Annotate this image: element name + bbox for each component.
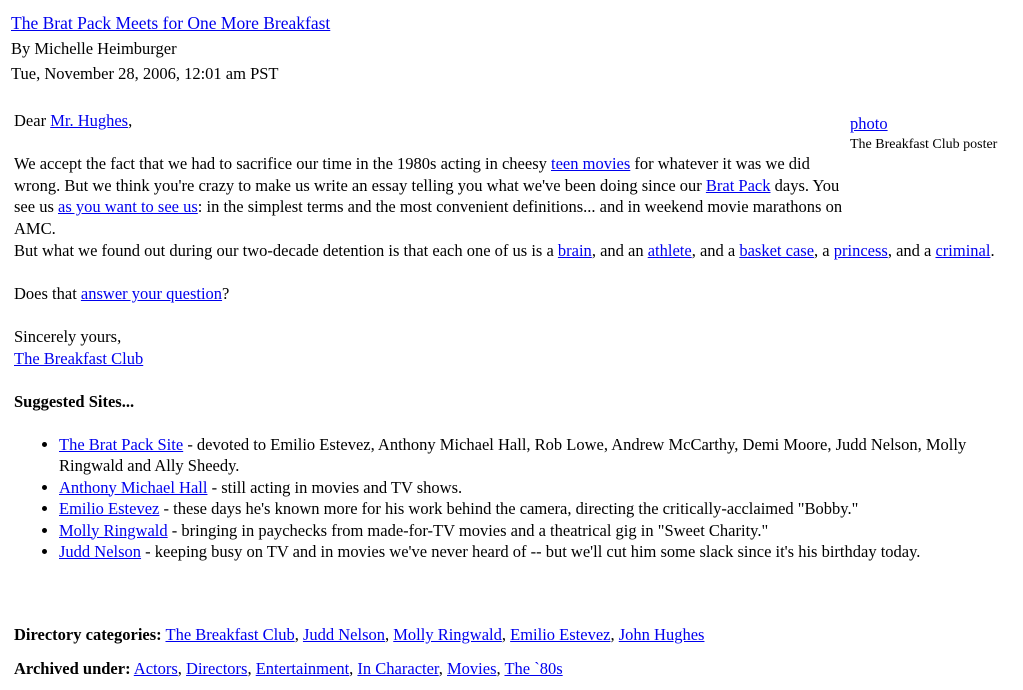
suggested-list (14, 434, 1009, 563)
article-header (11, 11, 330, 86)
as-you-want-link[interactable]: as you want to see us (58, 197, 198, 216)
category-link[interactable]: Judd Nelson (302, 625, 385, 644)
list-item-text: - keeping busy on TV and in movies we've never heard of -- but we'll cut him some slack since it's his birthday today. (141, 542, 921, 561)
photo-link[interactable]: photo (850, 114, 888, 133)
criminal-link[interactable]: criminal (935, 241, 991, 260)
archive-link[interactable]: In Character (357, 659, 439, 678)
brat-pack-site-link[interactable]: The Brat Pack Site (59, 434, 184, 454)
paragraph-text: days. You see us (14, 175, 840, 216)
archived-under: Archived under: Actors, Directors, Entertainment, In Character, Movies, The `80s (14, 659, 563, 678)
paragraph-text: , and a (691, 241, 740, 260)
article-title-link[interactable]: The Brat Pack Meets for One More Breakfast (11, 13, 331, 33)
basket-case-link[interactable]: basket case (739, 241, 815, 260)
paragraph-text: : in the simplest terms and the most convenient definitions... and in weekend movie marathons on AMC. (14, 197, 843, 238)
footer-meta (14, 618, 1009, 686)
judd-nelson-link[interactable]: Judd Nelson (59, 542, 142, 561)
byline: By Michelle Heimburger (11, 39, 177, 58)
teen-movies-link[interactable]: teen movies (551, 154, 631, 173)
answer-question-link[interactable]: answer your question (80, 284, 223, 303)
brat-pack-link[interactable]: Brat Pack (705, 175, 771, 195)
princess-link[interactable]: princess (833, 241, 888, 260)
salutation-text: Dear (14, 111, 51, 130)
paragraph-text: . (990, 241, 995, 260)
paragraph-1 (14, 153, 844, 239)
paragraph-3 (14, 283, 1009, 305)
list-item-text: - devoted to Emilio Estevez, Anthony Michael Hall, Rob Lowe, Andrew McCarthy, Demi Moore, Judd Nelson, Molly Ringwald and Ally Sheedy. (59, 434, 967, 475)
salutation (14, 110, 1009, 132)
suggested-heading: Suggested Sites... (14, 391, 135, 411)
paragraph-text: , and an (591, 241, 648, 260)
breakfast-club-signature-link[interactable]: The Breakfast Club (14, 348, 144, 368)
salutation-comma: , (128, 111, 133, 130)
list-item-text: - bringing in paychecks from made-for-TV movies and a theatrical gig in "Sweet Charity." (167, 520, 769, 540)
archive-link[interactable]: Actors (133, 659, 178, 678)
list-item (59, 434, 1009, 477)
list-item-text: - still acting in movies and TV shows. (207, 477, 463, 497)
archive-link[interactable]: Movies (447, 659, 497, 678)
paragraph-text: ? (222, 284, 230, 303)
paragraph-text: , and a (887, 241, 936, 260)
category-link[interactable]: John Hughes (618, 625, 705, 644)
list-item (59, 520, 1009, 542)
paragraph-text: for whatever it was we did wrong. But we think you're crazy to make us write an essay telling you what we've been doing since our (14, 154, 810, 195)
photo-caption: The Breakfast Club poster (850, 137, 998, 152)
athlete-link[interactable]: athlete (647, 241, 692, 260)
closing: Sincerely yours, (14, 327, 122, 346)
list-item (59, 477, 1009, 499)
article-body-cont (14, 240, 1009, 563)
category-link[interactable]: The Breakfast Club (165, 625, 295, 644)
paragraph-text: But what we found out during our two-decade detention is that each one of us is a (14, 241, 558, 260)
anthony-michael-hall-link[interactable]: Anthony Michael Hall (59, 477, 208, 497)
paragraph-2 (14, 240, 1009, 262)
archived-label: Archived under: (14, 659, 131, 678)
list-item-text: - these days he's known more for his work behind the camera, directing the critically-acclaimed "Bobby." (159, 499, 859, 518)
paragraph-text: , a (814, 241, 834, 260)
directory-categories: Directory categories: The Breakfast Club, Judd Nelson, Molly Ringwald, Emilio Estevez, John Hughes (14, 625, 705, 644)
directory-label: Directory categories: (14, 625, 162, 644)
paragraph-text: We accept the fact that we had to sacrifice our time in the 1980s acting in cheesy (14, 154, 551, 173)
list-item (59, 541, 1009, 563)
category-link[interactable]: Molly Ringwald (393, 625, 502, 644)
archive-link[interactable]: Entertainment (255, 659, 350, 678)
mr-hughes-link[interactable]: Mr. Hughes (50, 111, 129, 130)
archive-link[interactable]: Directors (186, 659, 248, 678)
list-item (59, 498, 1009, 520)
brain-link[interactable]: brain (557, 241, 592, 260)
archive-link[interactable]: The `80s (504, 659, 563, 678)
molly-ringwald-link[interactable]: Molly Ringwald (59, 520, 168, 540)
emilio-estevez-link[interactable]: Emilio Estevez (59, 499, 160, 518)
publish-date: Tue, November 28, 2006, 12:01 am PST (11, 64, 279, 83)
paragraph-text: Does that (14, 284, 81, 303)
category-link[interactable]: Emilio Estevez (510, 625, 611, 644)
article-body (14, 110, 1009, 239)
